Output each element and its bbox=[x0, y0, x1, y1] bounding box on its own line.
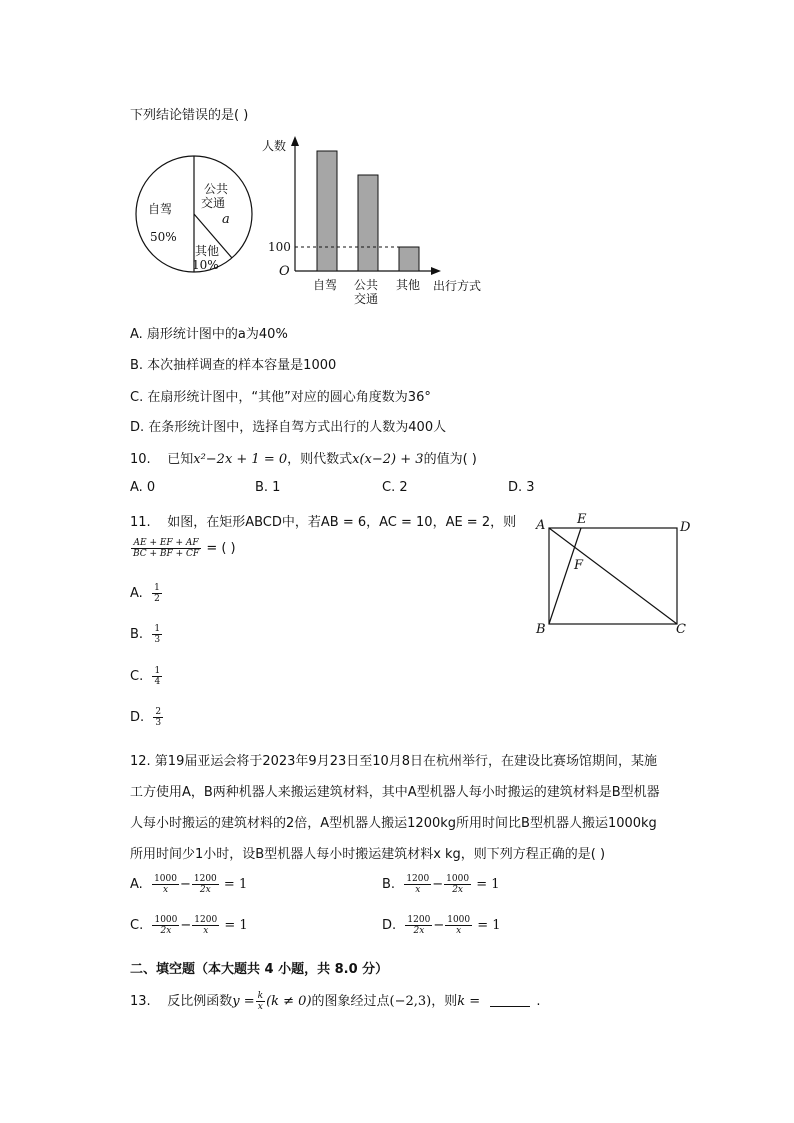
y-axis-arrow bbox=[291, 136, 299, 146]
q13-point: (−2,3) bbox=[389, 994, 432, 1009]
q12-a-n2: 1200 bbox=[193, 874, 217, 884]
q11-stem-text: 如图，在矩形ABCD中，若AB = 6，AC = 10，AE = 2，则 bbox=[167, 515, 517, 530]
q12-a-d2: 2x bbox=[199, 885, 211, 895]
fig-label-B: B bbox=[536, 622, 546, 637]
q12-option-d-label: D. bbox=[382, 918, 397, 933]
q10-option-b: B. 1 bbox=[255, 480, 281, 495]
bar-tick-100: 100 bbox=[268, 240, 291, 254]
q13-x: x bbox=[257, 1002, 263, 1012]
q12-option-b-label: B. bbox=[382, 877, 396, 892]
bar-xlabel: 出行方式 bbox=[433, 279, 482, 293]
q12-option-d: D. $\frac{1200}{2x}$ − $\frac{1000}{x}$ = 1 bbox=[382, 915, 501, 936]
q10-stem bbox=[130, 448, 477, 467]
q11-option-b-den: 3 bbox=[154, 635, 161, 645]
q10-expr2: x(x−2) + 3 bbox=[352, 452, 424, 467]
q12-d-d2: x bbox=[456, 926, 462, 936]
q12-a-d1: x bbox=[162, 885, 169, 895]
q9-option-c: C. 在扇形统计图中，“其他”对应的圆心角度数为36° bbox=[130, 390, 431, 405]
q11-eq: = ( ) bbox=[206, 541, 236, 556]
q12-option-a: A. $\frac{1000}{x}$ − $\frac{1200}{2x}$ = 1 bbox=[130, 874, 248, 895]
bar-cat-gonggong-2: 交通 bbox=[354, 292, 379, 306]
q11-option-c-den: 4 bbox=[154, 677, 161, 687]
q13-stem bbox=[130, 990, 540, 1012]
q12-d-n2: 1000 bbox=[447, 915, 471, 925]
q10-stem-pre: 已知 bbox=[167, 452, 194, 467]
q10-stem-mid: ，则代数式 bbox=[287, 452, 353, 467]
pie-label-gonggong2: 交通 bbox=[201, 196, 226, 210]
bar-cat-gonggong-1: 公共 bbox=[354, 278, 379, 292]
q13-mid: 的图象经过点 bbox=[311, 994, 390, 1009]
q11-option-a bbox=[130, 583, 163, 604]
q13-end: . bbox=[536, 994, 541, 1009]
q11-option-c-num: 1 bbox=[154, 666, 161, 676]
q11-option-b-label: B. bbox=[130, 627, 144, 642]
fig-label-C: C bbox=[676, 622, 686, 637]
q12-c-tail: = 1 bbox=[224, 918, 248, 933]
q11-option-d-num: 2 bbox=[155, 707, 162, 717]
q12-line-1: 12. 第19届亚运会将于2023年9月23日至10月8日在杭州举行，在建设比赛场馆期间，某施 bbox=[130, 754, 658, 769]
q12-b-d2: 2x bbox=[452, 885, 463, 895]
q11-option-c bbox=[130, 666, 163, 687]
q12-b-d1: x bbox=[415, 885, 421, 895]
q9-stem: 下列结论错误的是( ) bbox=[130, 108, 249, 123]
q12-b-tail: = 1 bbox=[476, 877, 500, 892]
q12-option-a-label: A. bbox=[130, 877, 143, 892]
q12-d-d1: 2x bbox=[413, 926, 425, 936]
q10-option-a: A. 0 bbox=[130, 480, 156, 495]
q11-fraction-expr bbox=[130, 538, 236, 559]
q9-option-b: B. 本次抽样调查的样本容量是1000 bbox=[130, 358, 337, 373]
q13-pre: 反比例函数 bbox=[167, 994, 233, 1009]
q12-line-2: 工方使用A，B两种机器人来搬运建筑材料，其中A型机器人每小时搬运的建筑材料是B型机器 bbox=[130, 785, 660, 800]
pie-label-zijia: 自驾 bbox=[148, 202, 173, 216]
q10-number: 10. bbox=[130, 452, 151, 467]
q11-option-b-num: 1 bbox=[154, 624, 161, 634]
q12-line-3: 人每小时搬运的建筑材料的2倍，A型机器人搬运1200kg所用时间比B型机器人搬运1000kg bbox=[130, 816, 657, 831]
q13-post: ，则 bbox=[431, 994, 458, 1009]
q9-option-a: A. 扇形统计图中的a为40% bbox=[130, 327, 288, 342]
q10-option-d: D. 3 bbox=[508, 480, 535, 495]
pie-label-a: a bbox=[222, 212, 230, 227]
q13-answer-blank[interactable] bbox=[490, 994, 530, 1007]
q11-option-a-den: 2 bbox=[154, 594, 160, 604]
bar-2 bbox=[358, 175, 378, 271]
q12-d-n1: 1200 bbox=[407, 915, 431, 925]
q12-option-c: C. $\frac{1000}{2x}$ − $\frac{1200}{x}$ = 1 bbox=[130, 915, 248, 936]
q10-option-c: C. 2 bbox=[382, 480, 408, 495]
q11-number: 11. bbox=[130, 515, 151, 530]
q12-option-b: B. $\frac{1200}{x}$ − $\frac{1000}{2x}$ = 1 bbox=[382, 874, 500, 895]
q11-option-c-label: C. bbox=[130, 669, 144, 684]
fig-label-D: D bbox=[680, 520, 691, 535]
q11-option-d-den: 3 bbox=[155, 718, 162, 728]
q11-option-d bbox=[130, 707, 164, 728]
q11-option-d-label: D. bbox=[130, 710, 145, 725]
q12-c-d2: x bbox=[203, 926, 209, 936]
q13-y-eq: y = bbox=[232, 994, 255, 1009]
x-axis-arrow bbox=[431, 267, 441, 275]
q13-cond: (k ≠ 0) bbox=[266, 994, 312, 1009]
q10-stem-post: 的值为( ) bbox=[423, 452, 477, 467]
q9-option-d: D. 在条形统计图中，选择自驾方式出行的人数为400人 bbox=[130, 420, 447, 435]
q12-a-tail: = 1 bbox=[223, 877, 248, 892]
q12-b-n1: 1200 bbox=[406, 874, 430, 884]
q11-option-a-num: 1 bbox=[154, 583, 160, 593]
q11-frac-top: AE + EF + AF bbox=[131, 538, 201, 549]
q11-frac-bottom: BC + BF + CF bbox=[133, 549, 200, 559]
q12-c-n1: 1000 bbox=[154, 915, 178, 925]
q12-c-d1: 2x bbox=[160, 926, 172, 936]
pie-label-qita-pct: 10% bbox=[192, 258, 219, 272]
bar-origin: O bbox=[279, 264, 290, 279]
fig-label-F: F bbox=[574, 558, 584, 573]
bar-3 bbox=[399, 247, 419, 271]
q12-option-c-label: C. bbox=[130, 918, 144, 933]
q12-c-n2: 1200 bbox=[194, 915, 218, 925]
fig-label-A: A bbox=[536, 518, 546, 533]
q11-stem bbox=[130, 511, 516, 530]
bar-1 bbox=[317, 151, 337, 271]
q12-d-tail: = 1 bbox=[477, 918, 501, 933]
bar-cat-zijia: 自驾 bbox=[313, 278, 338, 292]
bar-chart bbox=[270, 130, 500, 290]
q13-k: k bbox=[257, 991, 264, 1001]
q13-k-eq: k = bbox=[457, 994, 481, 1009]
q12-b-n2: 1000 bbox=[446, 874, 470, 884]
bar-cat-qita: 其他 bbox=[396, 278, 421, 292]
q10-expr1: x²−2x + 1 = 0 bbox=[193, 452, 288, 467]
q13-number: 13. bbox=[130, 994, 151, 1009]
pie-label-zijia-pct: 50% bbox=[150, 230, 177, 244]
fig-label-E: E bbox=[577, 512, 587, 527]
pie-label-qita: 其他 bbox=[195, 244, 220, 258]
q11-option-b bbox=[130, 624, 163, 645]
q12-a-n1: 1000 bbox=[154, 874, 177, 884]
q11-rectangle-figure bbox=[530, 510, 700, 640]
section-heading-fill-blank: 二、填空题（本大题共 4 小题，共 8.0 分） bbox=[130, 962, 389, 977]
bar-ylabel: 人数 bbox=[262, 139, 287, 153]
q11-option-a-label: A. bbox=[130, 586, 143, 601]
q12-line-4: 所用时间少1小时，设B型机器人每小时搬运建筑材料x kg，则下列方程正确的是( ) bbox=[130, 847, 606, 862]
pie-label-gonggong1: 公共 bbox=[204, 182, 229, 196]
